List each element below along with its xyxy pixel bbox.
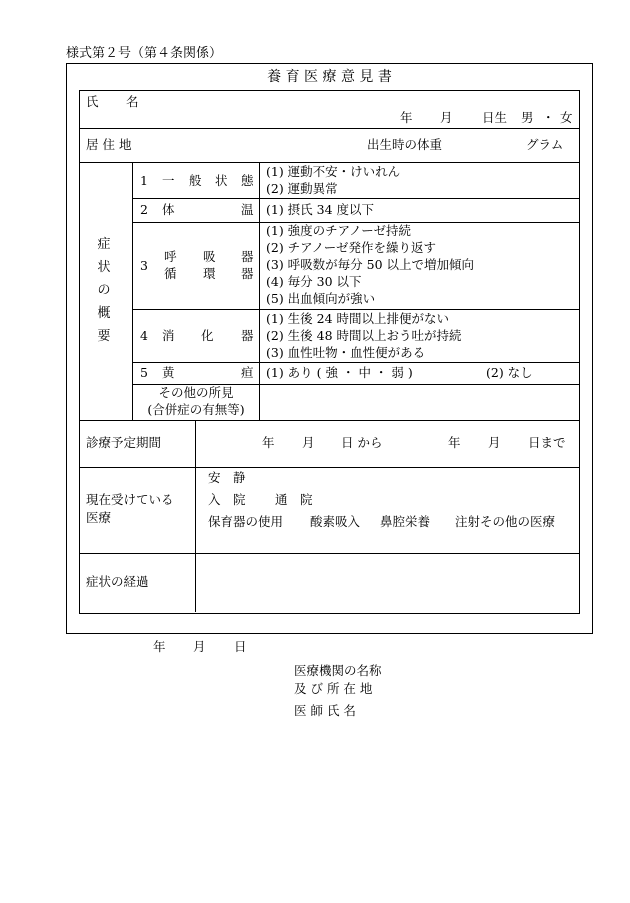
jaundice-item-none: (2) なし (486, 365, 533, 380)
respiratory-number: 3 (140, 258, 148, 273)
treatment-label: 現在受けている (86, 492, 174, 507)
period-from-year: 年 (262, 435, 275, 450)
sex-separator: ・ (542, 110, 555, 125)
temperature-items: (1) 摂氏 34 度以下 (266, 202, 375, 217)
name-label-shi: 氏 (86, 94, 99, 109)
temperature-number: 2 (140, 202, 148, 217)
general-state-label: 一 (162, 173, 175, 188)
treatment-inpatient: 入 院 (208, 492, 246, 507)
period-to-month: 月 (488, 435, 501, 450)
form-label: 様式第２号（第４条関係） (66, 46, 223, 61)
birth-year-label: 年 (400, 110, 413, 125)
respiratory-label: 呼 (164, 249, 177, 264)
row-divider (79, 128, 579, 129)
circulatory-label: 循 (164, 266, 177, 281)
general-state-items: (1) 運動不安・けいれん (2) 運動異常 (266, 164, 401, 196)
institution-name-label: 医療機関の名称 (294, 663, 382, 678)
column-divider (259, 162, 260, 420)
treatment-injection-other: 注射その他の医療 (455, 514, 556, 529)
period-from-day: 日 から (341, 435, 383, 450)
name-label-mei: 名 (126, 94, 139, 109)
treatment-incubator: 保育器の使用 (208, 514, 284, 529)
sex-male: 男 (521, 110, 534, 125)
birth-month-label: 月 (440, 110, 453, 125)
column-divider (132, 162, 133, 420)
temperature-label: 体 (162, 202, 175, 217)
progress-label: 症状の経過 (86, 574, 149, 589)
birth-day-label: 日生 (482, 110, 508, 125)
period-from-month: 月 (302, 435, 315, 450)
period-to-day: 日まで (528, 435, 566, 450)
row-divider (79, 553, 579, 554)
digestive-label: 消 (162, 328, 175, 343)
other-findings-label: その他の所見 (158, 385, 234, 400)
row-divider (132, 198, 579, 199)
treatment-rest: 安 静 (208, 470, 246, 485)
column-divider (195, 420, 196, 612)
general-state-number: 1 (140, 173, 148, 188)
treatment-nasal-feeding: 鼻腔栄養 (380, 514, 431, 529)
institution-address-label: 及 び 所 在 地 (294, 681, 373, 696)
period-to-year: 年 (448, 435, 461, 450)
respiratory-items: (1) 強度のチアノーゼ持続 (2) チアノーゼ発作を繰り返す (3) 呼吸数が毎分 50 以上で増加傾向 (4) 毎分 30 以下 (5) 出血傾向が強い (266, 223, 475, 306)
digestive-number: 4 (140, 328, 148, 343)
sex-female: 女 (560, 110, 573, 125)
jaundice-number: 5 (140, 365, 148, 380)
jaundice-label: 黄 (162, 365, 175, 380)
birth-weight-label: 出生時の体重 (367, 137, 443, 152)
complications-label: (合併症の有無等) (147, 402, 245, 417)
row-divider (79, 467, 579, 468)
symptoms-section-label: 症 状 の 概 要 (97, 237, 111, 344)
doctor-name-label: 医 師 氏 名 (294, 703, 356, 718)
jaundice-item-present: (1) あり ( 強 ・ 中 ・ 弱 ) (266, 365, 413, 380)
treatment-oxygen: 酸素吸入 (310, 514, 361, 529)
address-label: 居 住 地 (86, 137, 132, 152)
digestive-items: (1) 生後 24 時間以上排便がない (2) 生後 48 時間以上おう吐が持続 (3) 血性吐物・血性便がある (266, 311, 462, 360)
treatment-outpatient: 通 院 (275, 492, 313, 507)
footer-day: 日 (234, 639, 247, 654)
footer-year: 年 (153, 639, 166, 654)
document-title: 養 育 医 療 意 見 書 (267, 69, 392, 85)
weight-unit: グラム (526, 137, 564, 152)
period-label: 診療予定期間 (86, 435, 162, 450)
row-divider (79, 420, 579, 421)
footer-month: 月 (193, 639, 206, 654)
row-divider (132, 362, 579, 363)
